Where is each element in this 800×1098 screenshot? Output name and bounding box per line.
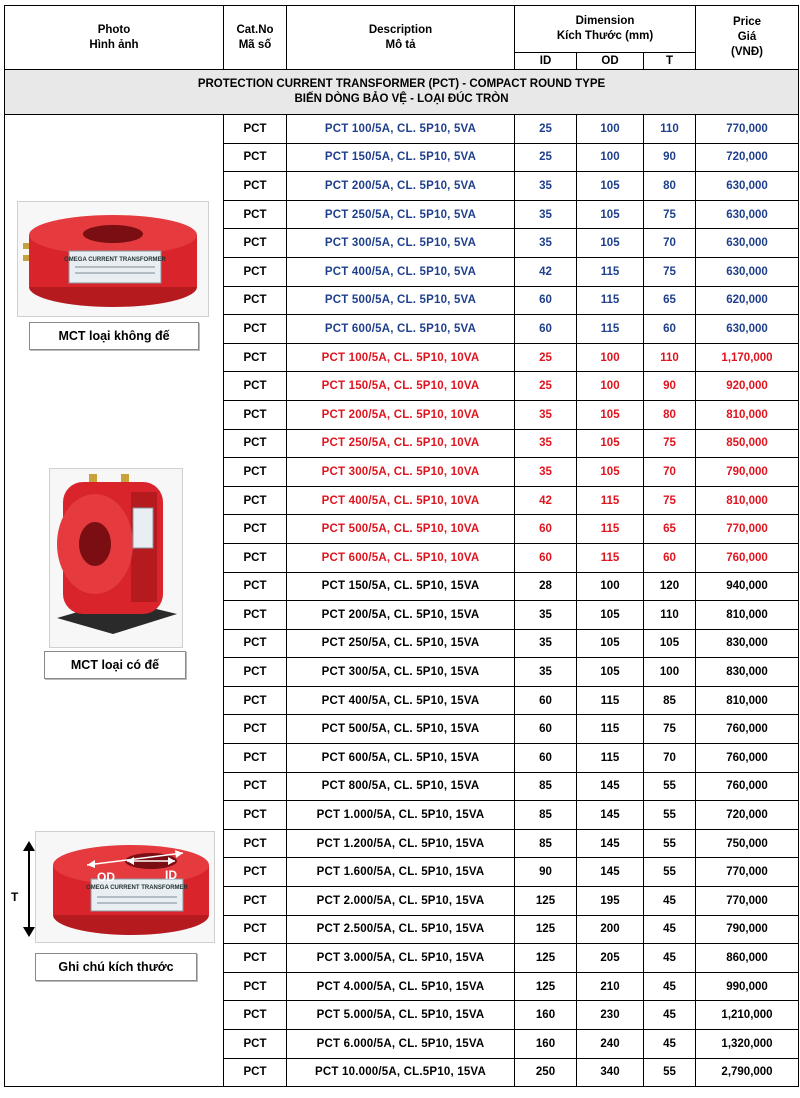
cat-no-cell: PCT [224,172,287,201]
header-od: OD [577,53,644,70]
dim-id-cell: 125 [515,972,577,1001]
dim-t-cell: 60 [644,543,696,572]
photo-column [5,115,224,1087]
dim-id-cell: 85 [515,801,577,830]
caption-dimension-note: Ghi chú kích thước [35,953,197,981]
cat-no-cell: PCT [224,686,287,715]
dim-id-cell: 60 [515,315,577,344]
dim-od-cell: 100 [577,572,644,601]
dim-t-cell: 60 [644,315,696,344]
dim-t-cell: 70 [644,744,696,773]
description-cell: PCT 200/5A, CL. 5P10, 15VA [287,601,515,630]
description-cell: PCT 6.000/5A, CL. 5P10, 15VA [287,1030,515,1059]
dim-od-cell: 100 [577,343,644,372]
dim-id-cell: 42 [515,486,577,515]
cat-no-cell: PCT [224,572,287,601]
dim-t-label: T [11,890,19,904]
dim-t-cell: 75 [644,715,696,744]
price-cell: 720,000 [696,143,799,172]
price-cell: 630,000 [696,315,799,344]
dim-t-cell: 55 [644,858,696,887]
dim-t-cell: 65 [644,286,696,315]
plate-label: OMEGA CURRENT TRANSFORMER [64,257,166,263]
dim-id-cell: 160 [515,1001,577,1030]
dim-od-cell: 115 [577,486,644,515]
section-title: PROTECTION CURRENT TRANSFORMER (PCT) - COMPACT ROUND TYPE [197,78,606,90]
ct-with-base-image [49,468,183,648]
description-cell: PCT 400/5A, CL. 5P10, 5VA [287,257,515,286]
dim-od-cell: 145 [577,801,644,830]
dim-od-cell: 115 [577,257,644,286]
dim-id-cell: 125 [515,887,577,916]
dim-t-cell: 55 [644,801,696,830]
dim-t-cell: 110 [644,115,696,144]
description-cell: PCT 500/5A, CL. 5P10, 5VA [287,286,515,315]
dim-t-cell: 100 [644,658,696,687]
cat-no-cell: PCT [224,744,287,773]
price-cell: 1,320,000 [696,1030,799,1059]
dim-t-cell: 75 [644,429,696,458]
cat-no-cell: PCT [224,1058,287,1087]
description-cell: PCT 1.000/5A, CL. 5P10, 15VA [287,801,515,830]
dim-id-cell: 85 [515,829,577,858]
price-cell: 810,000 [696,400,799,429]
dim-t-cell: 80 [644,172,696,201]
dim-id-cell: 60 [515,686,577,715]
cat-no-cell: PCT [224,143,287,172]
price-cell: 790,000 [696,458,799,487]
dim-od-cell: 105 [577,658,644,687]
dim-t-cell: 70 [644,229,696,258]
dim-id-cell: 90 [515,858,577,887]
description-cell: PCT 150/5A, CL. 5P10, 10VA [287,372,515,401]
price-cell: 630,000 [696,172,799,201]
cat-no-cell: PCT [224,372,287,401]
cat-no-cell: PCT [224,286,287,315]
cat-no-cell: PCT [224,343,287,372]
header-id: ID [515,53,577,70]
dim-od-cell: 100 [577,372,644,401]
dim-t-cell: 45 [644,944,696,973]
price-cell: 2,790,000 [696,1058,799,1087]
price-table [4,5,799,1087]
dim-id-cell: 60 [515,715,577,744]
description-cell: PCT 600/5A, CL. 5P10, 5VA [287,315,515,344]
header-photo: Photo Hình ảnh [5,6,224,70]
description-cell: PCT 800/5A, CL. 5P10, 15VA [287,772,515,801]
description-cell: PCT 150/5A, CL. 5P10, 5VA [287,143,515,172]
description-cell: PCT 300/5A, CL. 5P10, 10VA [287,458,515,487]
description-cell: PCT 1.200/5A, CL. 5P10, 15VA [287,829,515,858]
dim-od-cell: 115 [577,315,644,344]
dim-id-cell: 25 [515,143,577,172]
dim-id-cell: 60 [515,543,577,572]
dim-t-cell: 70 [644,458,696,487]
dim-t-cell: 75 [644,486,696,515]
price-cell: 940,000 [696,572,799,601]
ct-without-base-image [17,201,209,317]
plate-label-2: OMEGA CURRENT TRANSFORMER [86,885,188,891]
dim-t-cell: 80 [644,400,696,429]
dim-id-cell: 35 [515,658,577,687]
dim-od-cell: 205 [577,944,644,973]
dim-id-cell: 60 [515,286,577,315]
cat-no-cell: PCT [224,229,287,258]
section-header [5,70,799,115]
description-cell: PCT 500/5A, CL. 5P10, 10VA [287,515,515,544]
price-cell: 850,000 [696,429,799,458]
description-cell: PCT 100/5A, CL. 5P10, 10VA [287,343,515,372]
cat-no-cell: PCT [224,944,287,973]
dim-id-cell: 25 [515,115,577,144]
dim-t-cell: 45 [644,1001,696,1030]
header-catno: Cat.No Mã số [224,6,287,70]
description-cell: PCT 250/5A, CL. 5P10, 5VA [287,200,515,229]
cat-no-cell: PCT [224,1001,287,1030]
dim-od-cell: 145 [577,858,644,887]
price-cell: 920,000 [696,372,799,401]
price-cell: 1,210,000 [696,1001,799,1030]
price-cell: 760,000 [696,715,799,744]
dim-od-cell: 105 [577,629,644,658]
cat-no-cell: PCT [224,972,287,1001]
dim-od-cell: 100 [577,115,644,144]
dim-id-cell: 35 [515,601,577,630]
header-t: T [644,53,696,70]
description-cell: PCT 100/5A, CL. 5P10, 5VA [287,115,515,144]
cat-no-cell: PCT [224,200,287,229]
dim-od-cell: 145 [577,829,644,858]
dim-id-cell: 125 [515,944,577,973]
price-cell: 860,000 [696,944,799,973]
description-cell: PCT 10.000/5A, CL.5P10, 15VA [287,1058,515,1087]
description-cell: PCT 400/5A, CL. 5P10, 15VA [287,686,515,715]
dim-id-cell: 60 [515,744,577,773]
description-cell: PCT 200/5A, CL. 5P10, 5VA [287,172,515,201]
dim-id-cell: 35 [515,400,577,429]
caption-without-base: MCT loại không đế [29,322,199,350]
price-cell: 620,000 [696,286,799,315]
header-description: Description Mô tả [287,6,515,70]
price-cell: 760,000 [696,744,799,773]
price-cell: 830,000 [696,629,799,658]
dim-od-cell: 115 [577,715,644,744]
dim-t-cell: 55 [644,772,696,801]
cat-no-cell: PCT [224,772,287,801]
description-cell: PCT 250/5A, CL. 5P10, 10VA [287,429,515,458]
dim-id-cell: 250 [515,1058,577,1087]
dim-id-cell: 60 [515,515,577,544]
price-cell: 770,000 [696,515,799,544]
price-cell: 630,000 [696,257,799,286]
dim-od-cell: 340 [577,1058,644,1087]
cat-no-cell: PCT [224,801,287,830]
description-cell: PCT 300/5A, CL. 5P10, 15VA [287,658,515,687]
description-cell: PCT 600/5A, CL. 5P10, 15VA [287,744,515,773]
price-cell: 810,000 [696,486,799,515]
dim-t-cell: 90 [644,143,696,172]
cat-no-cell: PCT [224,458,287,487]
price-cell: 630,000 [696,200,799,229]
cat-no-cell: PCT [224,429,287,458]
description-cell: PCT 4.000/5A, CL. 5P10, 15VA [287,972,515,1001]
dim-od-cell: 115 [577,543,644,572]
price-cell: 750,000 [696,829,799,858]
cat-no-cell: PCT [224,315,287,344]
dim-id-cell: 42 [515,257,577,286]
dimension-note-image [35,831,215,943]
dim-od-cell: 100 [577,143,644,172]
cat-no-cell: PCT [224,486,287,515]
dim-od-cell: 240 [577,1030,644,1059]
dim-t-cell: 45 [644,915,696,944]
dim-id-cell: 25 [515,372,577,401]
dim-od-cell: 115 [577,286,644,315]
cat-no-cell: PCT [224,515,287,544]
dim-od-label: OD [97,870,115,884]
dim-t-cell: 120 [644,572,696,601]
price-cell: 810,000 [696,686,799,715]
price-cell: 760,000 [696,772,799,801]
caption-with-base: MCT loại có đế [44,651,186,679]
dim-t-cell: 55 [644,829,696,858]
price-cell: 760,000 [696,543,799,572]
price-cell: 770,000 [696,115,799,144]
dim-t-cell: 75 [644,257,696,286]
description-cell: PCT 2.000/5A, CL. 5P10, 15VA [287,887,515,916]
dim-od-cell: 210 [577,972,644,1001]
section-title-vi: BIẾN DÒNG BẢO VỆ - LOẠI ĐÚC TRÒN [294,93,509,105]
dim-t-cell: 55 [644,1058,696,1087]
dim-od-cell: 115 [577,515,644,544]
price-cell: 720,000 [696,801,799,830]
cat-no-cell: PCT [224,601,287,630]
cat-no-cell: PCT [224,400,287,429]
dim-od-cell: 230 [577,1001,644,1030]
dim-id-cell: 35 [515,629,577,658]
header-price: Price Giá (VNĐ) [696,6,799,70]
dim-t-cell: 110 [644,343,696,372]
dim-od-cell: 105 [577,200,644,229]
price-cell: 770,000 [696,858,799,887]
cat-no-cell: PCT [224,858,287,887]
dim-id-cell: 35 [515,172,577,201]
dim-t-cell: 65 [644,515,696,544]
cat-no-cell: PCT [224,658,287,687]
price-cell: 630,000 [696,229,799,258]
dim-id-cell: 35 [515,458,577,487]
dim-id-cell: 35 [515,200,577,229]
dim-t-cell: 75 [644,200,696,229]
dim-t-cell: 85 [644,686,696,715]
dim-id-cell: 125 [515,915,577,944]
dim-id-cell: 35 [515,429,577,458]
price-cell: 1,170,000 [696,343,799,372]
cat-no-cell: PCT [224,115,287,144]
cat-no-cell: PCT [224,887,287,916]
dim-od-cell: 105 [577,429,644,458]
dim-id-cell: 85 [515,772,577,801]
description-cell: PCT 250/5A, CL. 5P10, 15VA [287,629,515,658]
description-cell: PCT 200/5A, CL. 5P10, 10VA [287,400,515,429]
dim-od-cell: 115 [577,686,644,715]
dim-id-label: ID [165,868,177,882]
cat-no-cell: PCT [224,715,287,744]
dim-t-cell: 45 [644,1030,696,1059]
dim-od-cell: 105 [577,458,644,487]
cat-no-cell: PCT [224,1030,287,1059]
dim-t-cell: 110 [644,601,696,630]
price-cell: 790,000 [696,915,799,944]
cat-no-cell: PCT [224,629,287,658]
cat-no-cell: PCT [224,829,287,858]
price-cell: 830,000 [696,658,799,687]
price-cell: 810,000 [696,601,799,630]
dim-od-cell: 105 [577,400,644,429]
dim-od-cell: 105 [577,229,644,258]
description-cell: PCT 300/5A, CL. 5P10, 5VA [287,229,515,258]
dim-t-cell: 45 [644,972,696,1001]
dim-t-cell: 45 [644,887,696,916]
cat-no-cell: PCT [224,257,287,286]
dim-id-cell: 160 [515,1030,577,1059]
description-cell: PCT 500/5A, CL. 5P10, 15VA [287,715,515,744]
dim-id-cell: 25 [515,343,577,372]
dim-od-cell: 105 [577,601,644,630]
dim-od-cell: 115 [577,744,644,773]
description-cell: PCT 150/5A, CL. 5P10, 15VA [287,572,515,601]
dim-id-cell: 28 [515,572,577,601]
price-cell: 770,000 [696,887,799,916]
description-cell: PCT 400/5A, CL. 5P10, 10VA [287,486,515,515]
height-arrow [9,841,37,937]
description-cell: PCT 2.500/5A, CL. 5P10, 15VA [287,915,515,944]
dim-t-cell: 105 [644,629,696,658]
table-row [5,115,799,144]
dim-t-cell: 90 [644,372,696,401]
price-cell: 990,000 [696,972,799,1001]
dim-id-cell: 35 [515,229,577,258]
description-cell: PCT 600/5A, CL. 5P10, 10VA [287,543,515,572]
dim-od-cell: 195 [577,887,644,916]
dim-od-cell: 200 [577,915,644,944]
dim-od-cell: 145 [577,772,644,801]
description-cell: PCT 1.600/5A, CL. 5P10, 15VA [287,858,515,887]
description-cell: PCT 5.000/5A, CL. 5P10, 15VA [287,1001,515,1030]
dim-od-cell: 105 [577,172,644,201]
cat-no-cell: PCT [224,915,287,944]
cat-no-cell: PCT [224,543,287,572]
description-cell: PCT 3.000/5A, CL. 5P10, 15VA [287,944,515,973]
header-dimension: Dimension Kích Thước (mm) [515,6,696,53]
